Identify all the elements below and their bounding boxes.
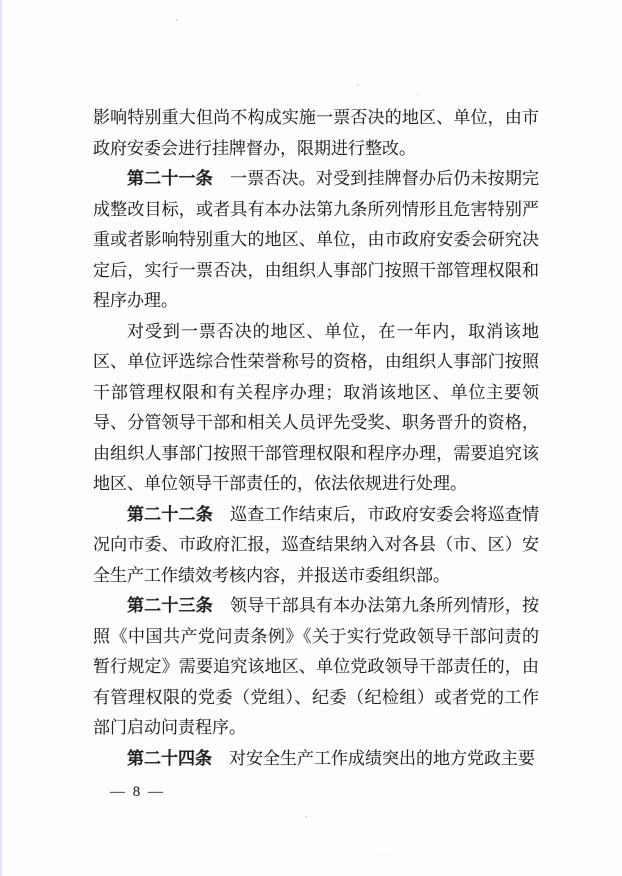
scan-speck <box>383 855 385 856</box>
paragraph-text: 对安全生产工作成绩突出的地方党政主要 <box>212 748 535 768</box>
scan-speck <box>176 19 178 21</box>
article-23-number: 第二十三条 <box>127 596 213 615</box>
paragraph-article-22 <box>93 500 539 592</box>
paragraph-article-21 <box>93 164 539 317</box>
paragraph-text: 对受到一票否决的地区、单位，在一年内，取消该地区、单位评选综合性荣誉称号的资格，由组织人事部门按照干部管理权限和有关程序办理；取消该地区、单位主要领导、分管领导干部和相关人员评先受奖、职务晋升的资格，由组织人事部门按照干部管理权限和程序办理，需要追究该地区、单位领导干部责任的，依法依规进行处理。 <box>93 321 539 493</box>
page-number: — 8 — <box>110 784 165 800</box>
paragraph-text: 影响特别重大但尚不构成实施一票否决的地区、单位，由市政府安委会进行挂牌督办，限期进行整改。 <box>93 108 539 158</box>
paragraph-text: 一票否决。对受到挂牌督办后仍未按期完成整改目标，或者具有本办法第九条所列情形且危害特别严重或者影响特别重大的地区、单位，由市政府安委会研究决定后，实行一票否决，由组织人事部门按照干部管理权限和程序办理。 <box>93 169 540 310</box>
scan-speck <box>416 94 418 95</box>
paragraph-article-23 <box>93 591 539 744</box>
paragraph-continuation <box>93 103 539 164</box>
document-body <box>93 103 539 774</box>
paragraph-text: 巡查工作结束后，市政府安委会将巡查情况向市委、市政府汇报，巡查结果纳入对各县（市、区）安全生产工作绩效考核内容，并报送市委组织部。 <box>93 504 540 585</box>
scan-speck <box>357 84 359 86</box>
scan-edge-artifact <box>0 0 2 876</box>
article-24-number: 第二十四条 <box>127 748 212 768</box>
paragraph-text: 领导干部具有本办法第九条所列情形，按照《中国共产党问责条例》《关于实行党政领导干部问责的暂行规定》需要追究该地区、单位党政领导干部责任的，由有管理权限的党委（党组）、纪委（纪检组）或者党的工作部门启动问责程序。 <box>93 596 540 737</box>
article-22-number: 第二十二条 <box>127 504 213 524</box>
scan-speck <box>305 816 307 818</box>
paragraph-article-24 <box>93 744 539 775</box>
paragraph-one-vote-veto-detail <box>93 317 539 500</box>
article-21-number: 第二十一条 <box>127 169 213 188</box>
